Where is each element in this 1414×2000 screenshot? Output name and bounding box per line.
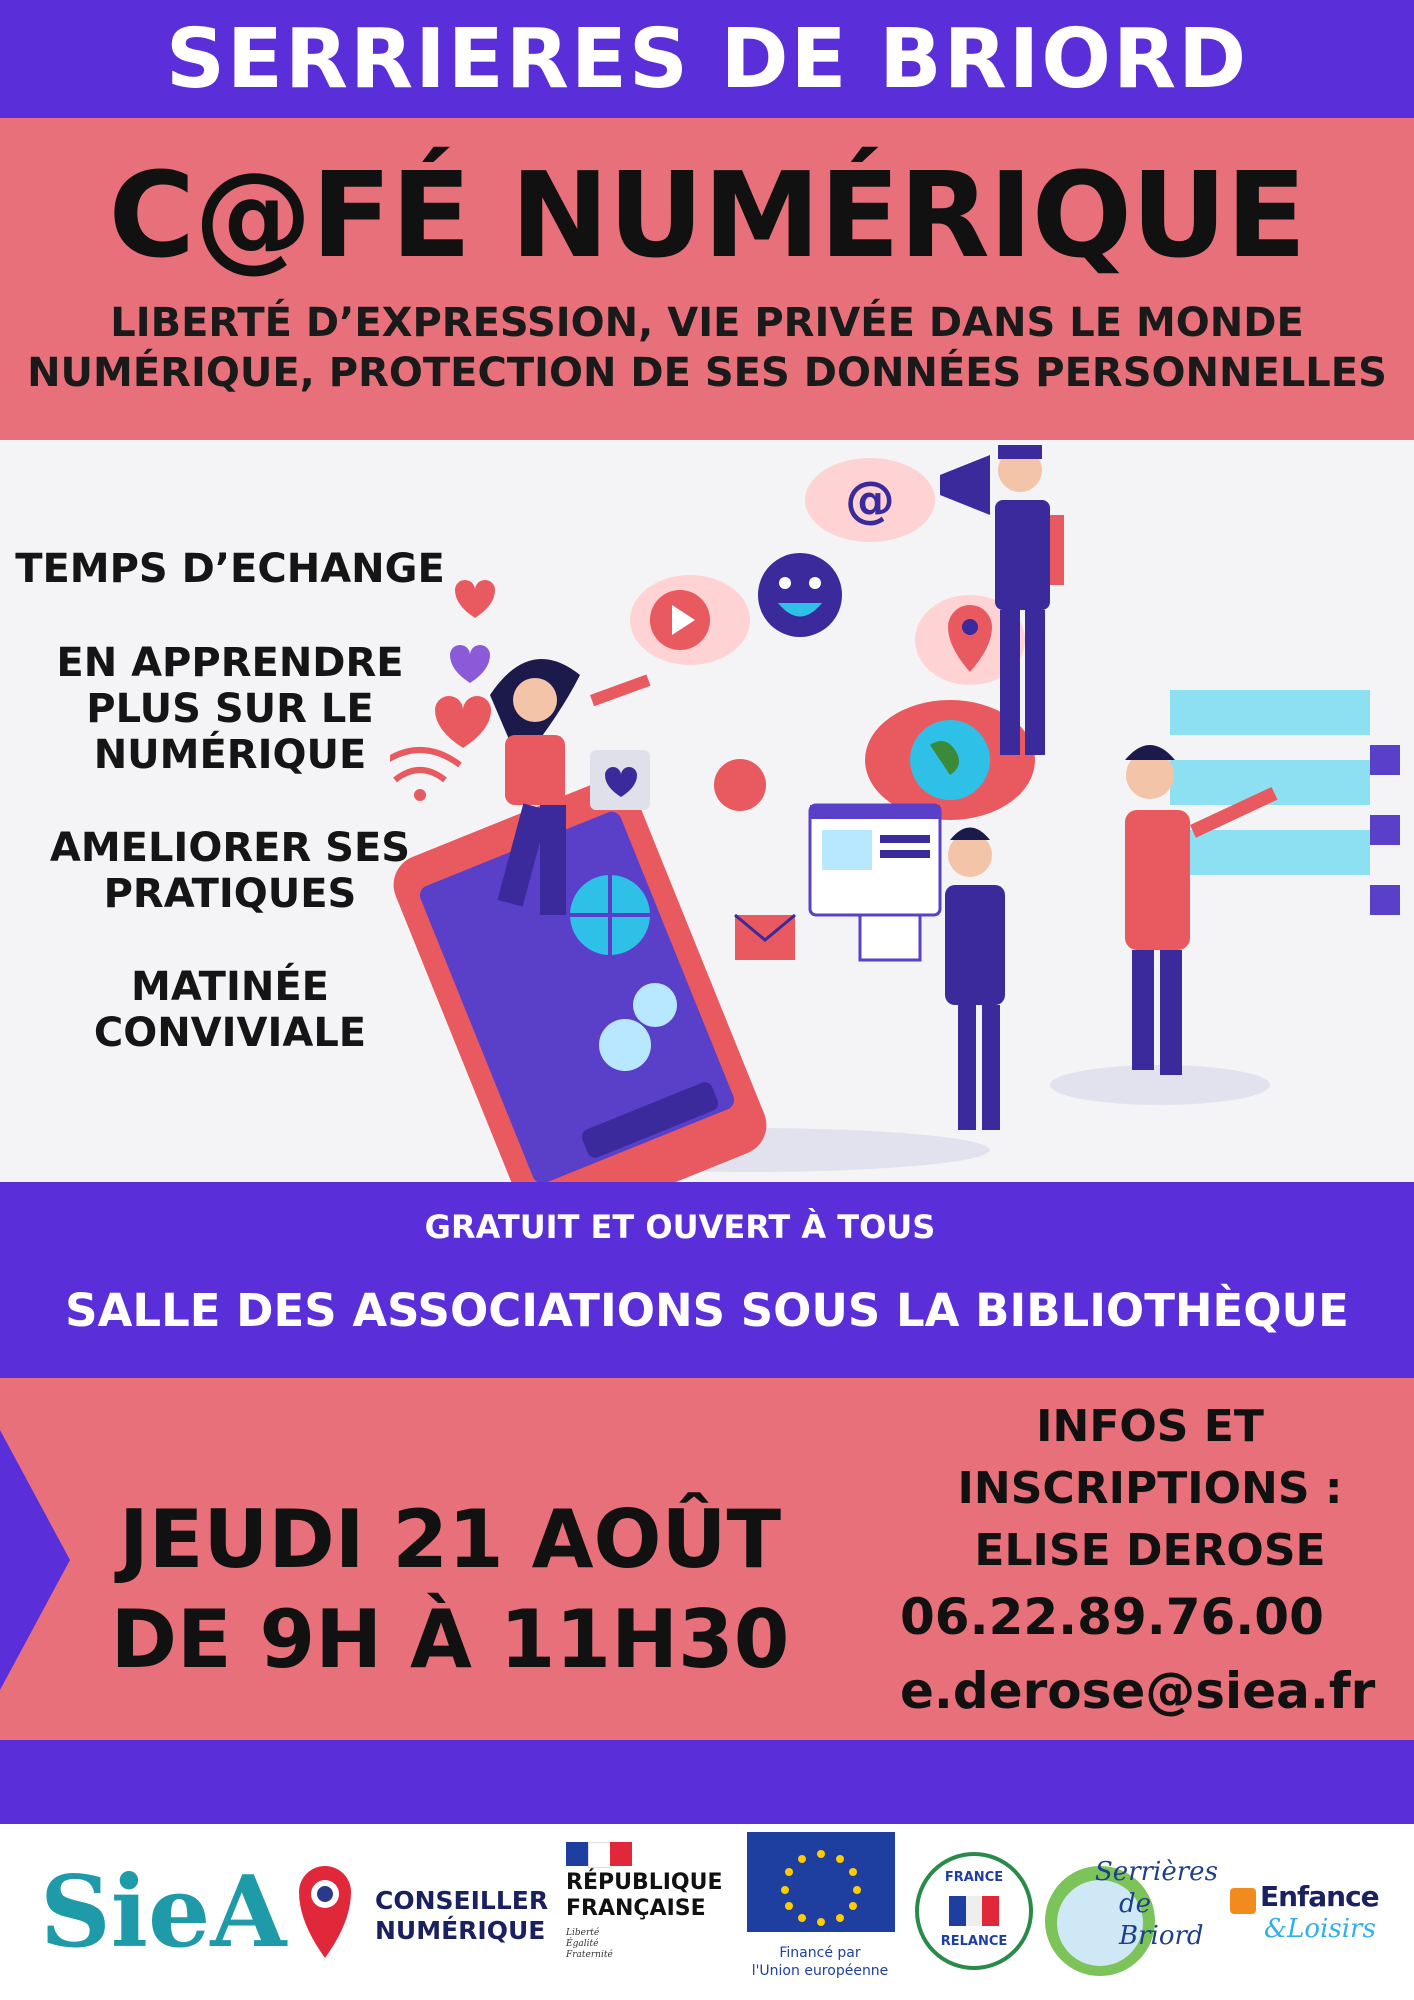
contact-heading [920, 1396, 1380, 1582]
bottom-band [0, 1740, 1414, 1824]
smiley-emoji-icon [758, 553, 842, 637]
feature-1-line-1: TEMPS D’ECHANGE [15, 546, 445, 592]
event-title: C@FÉ NUMÉRIQUE [108, 146, 1306, 284]
video-play-icon [630, 575, 750, 665]
chat-bubble-icon [633, 983, 677, 1027]
event-subtitle [20, 298, 1394, 398]
contact-email[interactable]: e.derose@siea.fr [900, 1662, 1376, 1720]
conseiller-numerique-logo [375, 1886, 548, 1946]
enfance-loisirs-icon [1230, 1888, 1256, 1914]
feature-2-line-3: NUMÉRIQUE [93, 732, 367, 778]
svg-text:@: @ [845, 471, 895, 529]
contact-line-1: INFOS ET [1036, 1401, 1264, 1452]
location-marker-icon [295, 1862, 355, 1962]
free-access-text: GRATUIT ET OUVERT À TOUS [424, 1208, 936, 1246]
contact-phone: 06.22.89.76.00 [900, 1588, 1324, 1646]
feature-2-line-2: PLUS SUR LE [86, 686, 374, 732]
event-date [100, 1490, 800, 1690]
enfance-text: Enfance [1260, 1880, 1379, 1913]
wifi-icon [390, 750, 460, 801]
feature-4-line-2: CONVIVIALE [93, 1010, 367, 1056]
siea-logo-text: SieA [40, 1855, 287, 1970]
rf-motto-2: Égalité [566, 1939, 599, 1949]
siea-logo [40, 1855, 290, 1970]
smartphone-icon [390, 771, 775, 1182]
checkbox-x-icon [1370, 885, 1400, 915]
web-page-icon [810, 805, 940, 915]
feature-2-line-1: EN APPRENDRE [56, 640, 404, 686]
serrieres-de-briord-logo [1045, 1846, 1218, 1976]
france-relance-logo [915, 1852, 1033, 1970]
date-line-1: JEUDI 21 AOÛT [118, 1493, 782, 1586]
eu-line-2: l'Union européenne [751, 1963, 889, 1979]
subtitle-line-2: NUMÉRIQUE, PROTECTION DE SES DONNÉES PERSONNELLES [27, 350, 1387, 396]
republique-francaise-logo [566, 1842, 726, 1982]
town-name: SERRIERES DE BRIORD [165, 12, 1249, 107]
eu-funding-logo [735, 1832, 905, 1982]
checkbox-x-icon [1370, 745, 1400, 775]
partner-logos [0, 1824, 1414, 2000]
feature-3-line-2: PRATIQUES [103, 871, 357, 917]
man-checklist-character [1125, 690, 1400, 1075]
analytics-envelope-icon [735, 915, 795, 960]
tablet-icon [860, 915, 920, 960]
conseiller-line-1: CONSEILLER [375, 1886, 549, 1915]
rf-motto-3: Fraternité [566, 1950, 613, 1960]
megaphone-icon [940, 455, 990, 515]
venue-text: SALLE DES ASSOCIATIONS SOUS LA BIBLIOTHÈQUE [65, 1284, 1349, 1337]
arrow-shape [0, 1430, 70, 1690]
eu-flag-icon [747, 1832, 895, 1932]
french-flag-icon [949, 1896, 999, 1926]
relance-top-text: FRANCE [944, 1870, 1004, 1885]
enfance-loisirs-logo [1230, 1874, 1410, 1954]
checkbox-check-icon [1370, 815, 1400, 845]
email-at-icon [805, 458, 935, 542]
heart-icons [435, 580, 495, 748]
serrieres-line-2: de Briord [1119, 1889, 1204, 1951]
feature-3-line-1: AMELIORER SES [49, 825, 411, 871]
loisirs-text: &Loisirs [1264, 1914, 1376, 1944]
eu-line-1: Financé par [779, 1945, 861, 1961]
conseiller-line-2: NUMÉRIQUE [375, 1916, 546, 1945]
feature-4-line-1: MATINÉE [131, 964, 329, 1010]
contact-name: ELISE DEROSE [974, 1525, 1326, 1576]
happy-emoji-icon [714, 759, 766, 811]
rf-line-2: FRANÇAISE [566, 1896, 706, 1921]
contact-line-2: INSCRIPTIONS : [957, 1463, 1343, 1514]
serrieres-line-1: Serrières [1095, 1857, 1218, 1887]
rf-line-1: RÉPUBLIQUE [566, 1870, 723, 1895]
digital-people-illustration [390, 445, 1414, 1182]
relance-bottom-text: RELANCE [940, 1934, 1008, 1949]
chat-bubble-icon [599, 1019, 651, 1071]
rf-motto-1: Liberté [566, 1928, 600, 1938]
subtitle-line-1: LIBERTÉ D’EXPRESSION, VIE PRIVÉE DANS LE MONDE [110, 300, 1304, 346]
date-line-2: DE 9H À 11H30 [110, 1593, 790, 1686]
